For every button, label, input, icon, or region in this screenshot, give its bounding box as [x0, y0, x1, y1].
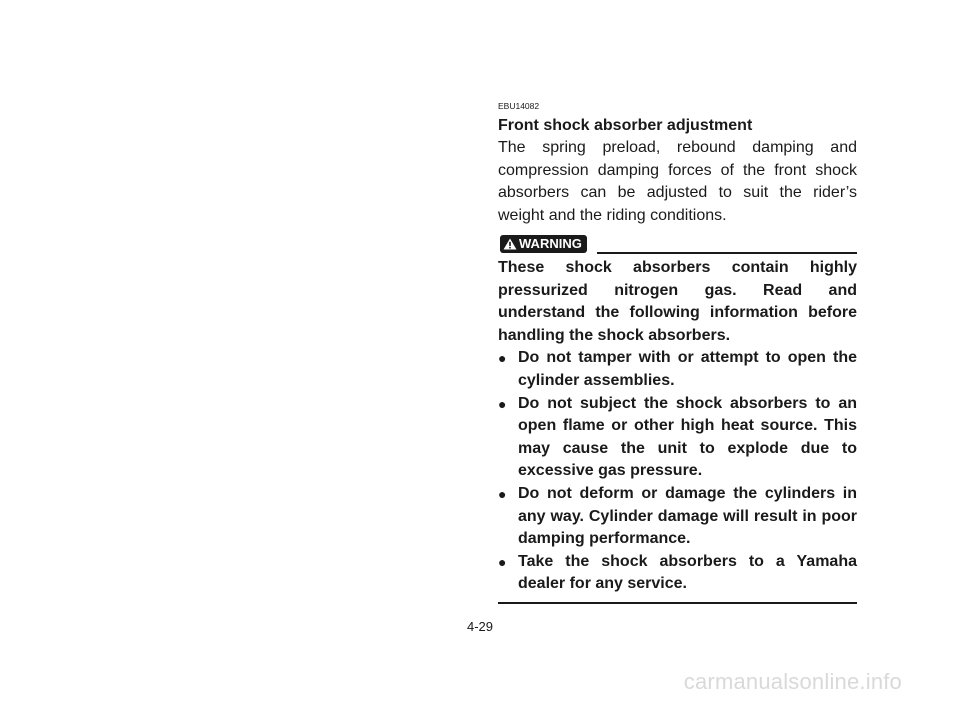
warning-end-rule — [498, 602, 857, 604]
bullet-dot-icon: ● — [498, 553, 507, 570]
bullet-dot-icon: ● — [498, 350, 507, 367]
manual-section — [498, 100, 857, 604]
warning-badge — [500, 235, 587, 253]
warning-bullet-text: Take the shock absorbers to a Yamaha dealer for any service. — [518, 552, 857, 593]
intro-paragraph: The spring preload, rebound damping and compression damping forces of the front shock absorbers can be adjusted to suit the rider’s weight and the riding conditions. — [498, 139, 857, 224]
warning-bullet — [498, 393, 857, 483]
warning-label: WARNING — [519, 236, 582, 251]
bullet-dot-icon: ● — [498, 395, 507, 412]
bullet-dot-icon: ● — [498, 485, 507, 502]
warning-bullets — [498, 347, 857, 596]
warning-triangle-icon — [503, 238, 517, 250]
section-heading: Front shock absorber adjustment — [498, 117, 753, 134]
warning-bullet-text: Do not tamper with or attempt to open the cylinder assemblies. — [518, 349, 857, 389]
warning-bullet — [498, 483, 857, 551]
warning-bullet-text: Do not subject the shock absorbers to an open flame or other high heat source. This may cause the unit to explode due to excessive gas pressure. — [518, 394, 857, 480]
warning-bullet — [498, 347, 857, 392]
watermark: carmanualsonline.info — [683, 669, 902, 694]
warning-body: These shock absorbers contain highly pressurized nitrogen gas. Read and understand the following information before handling the shock absorbers. — [498, 259, 857, 344]
warning-bullet-text: Do not deform or damage the cylinders in any way. Cylinder damage will result in poor damping performance. — [518, 484, 857, 548]
warning-rule — [597, 252, 857, 254]
warning-bullet — [498, 551, 857, 596]
section-code: EBU14082 — [498, 101, 540, 111]
page-number: 4-29 — [466, 619, 494, 634]
warning-header — [498, 231, 857, 257]
